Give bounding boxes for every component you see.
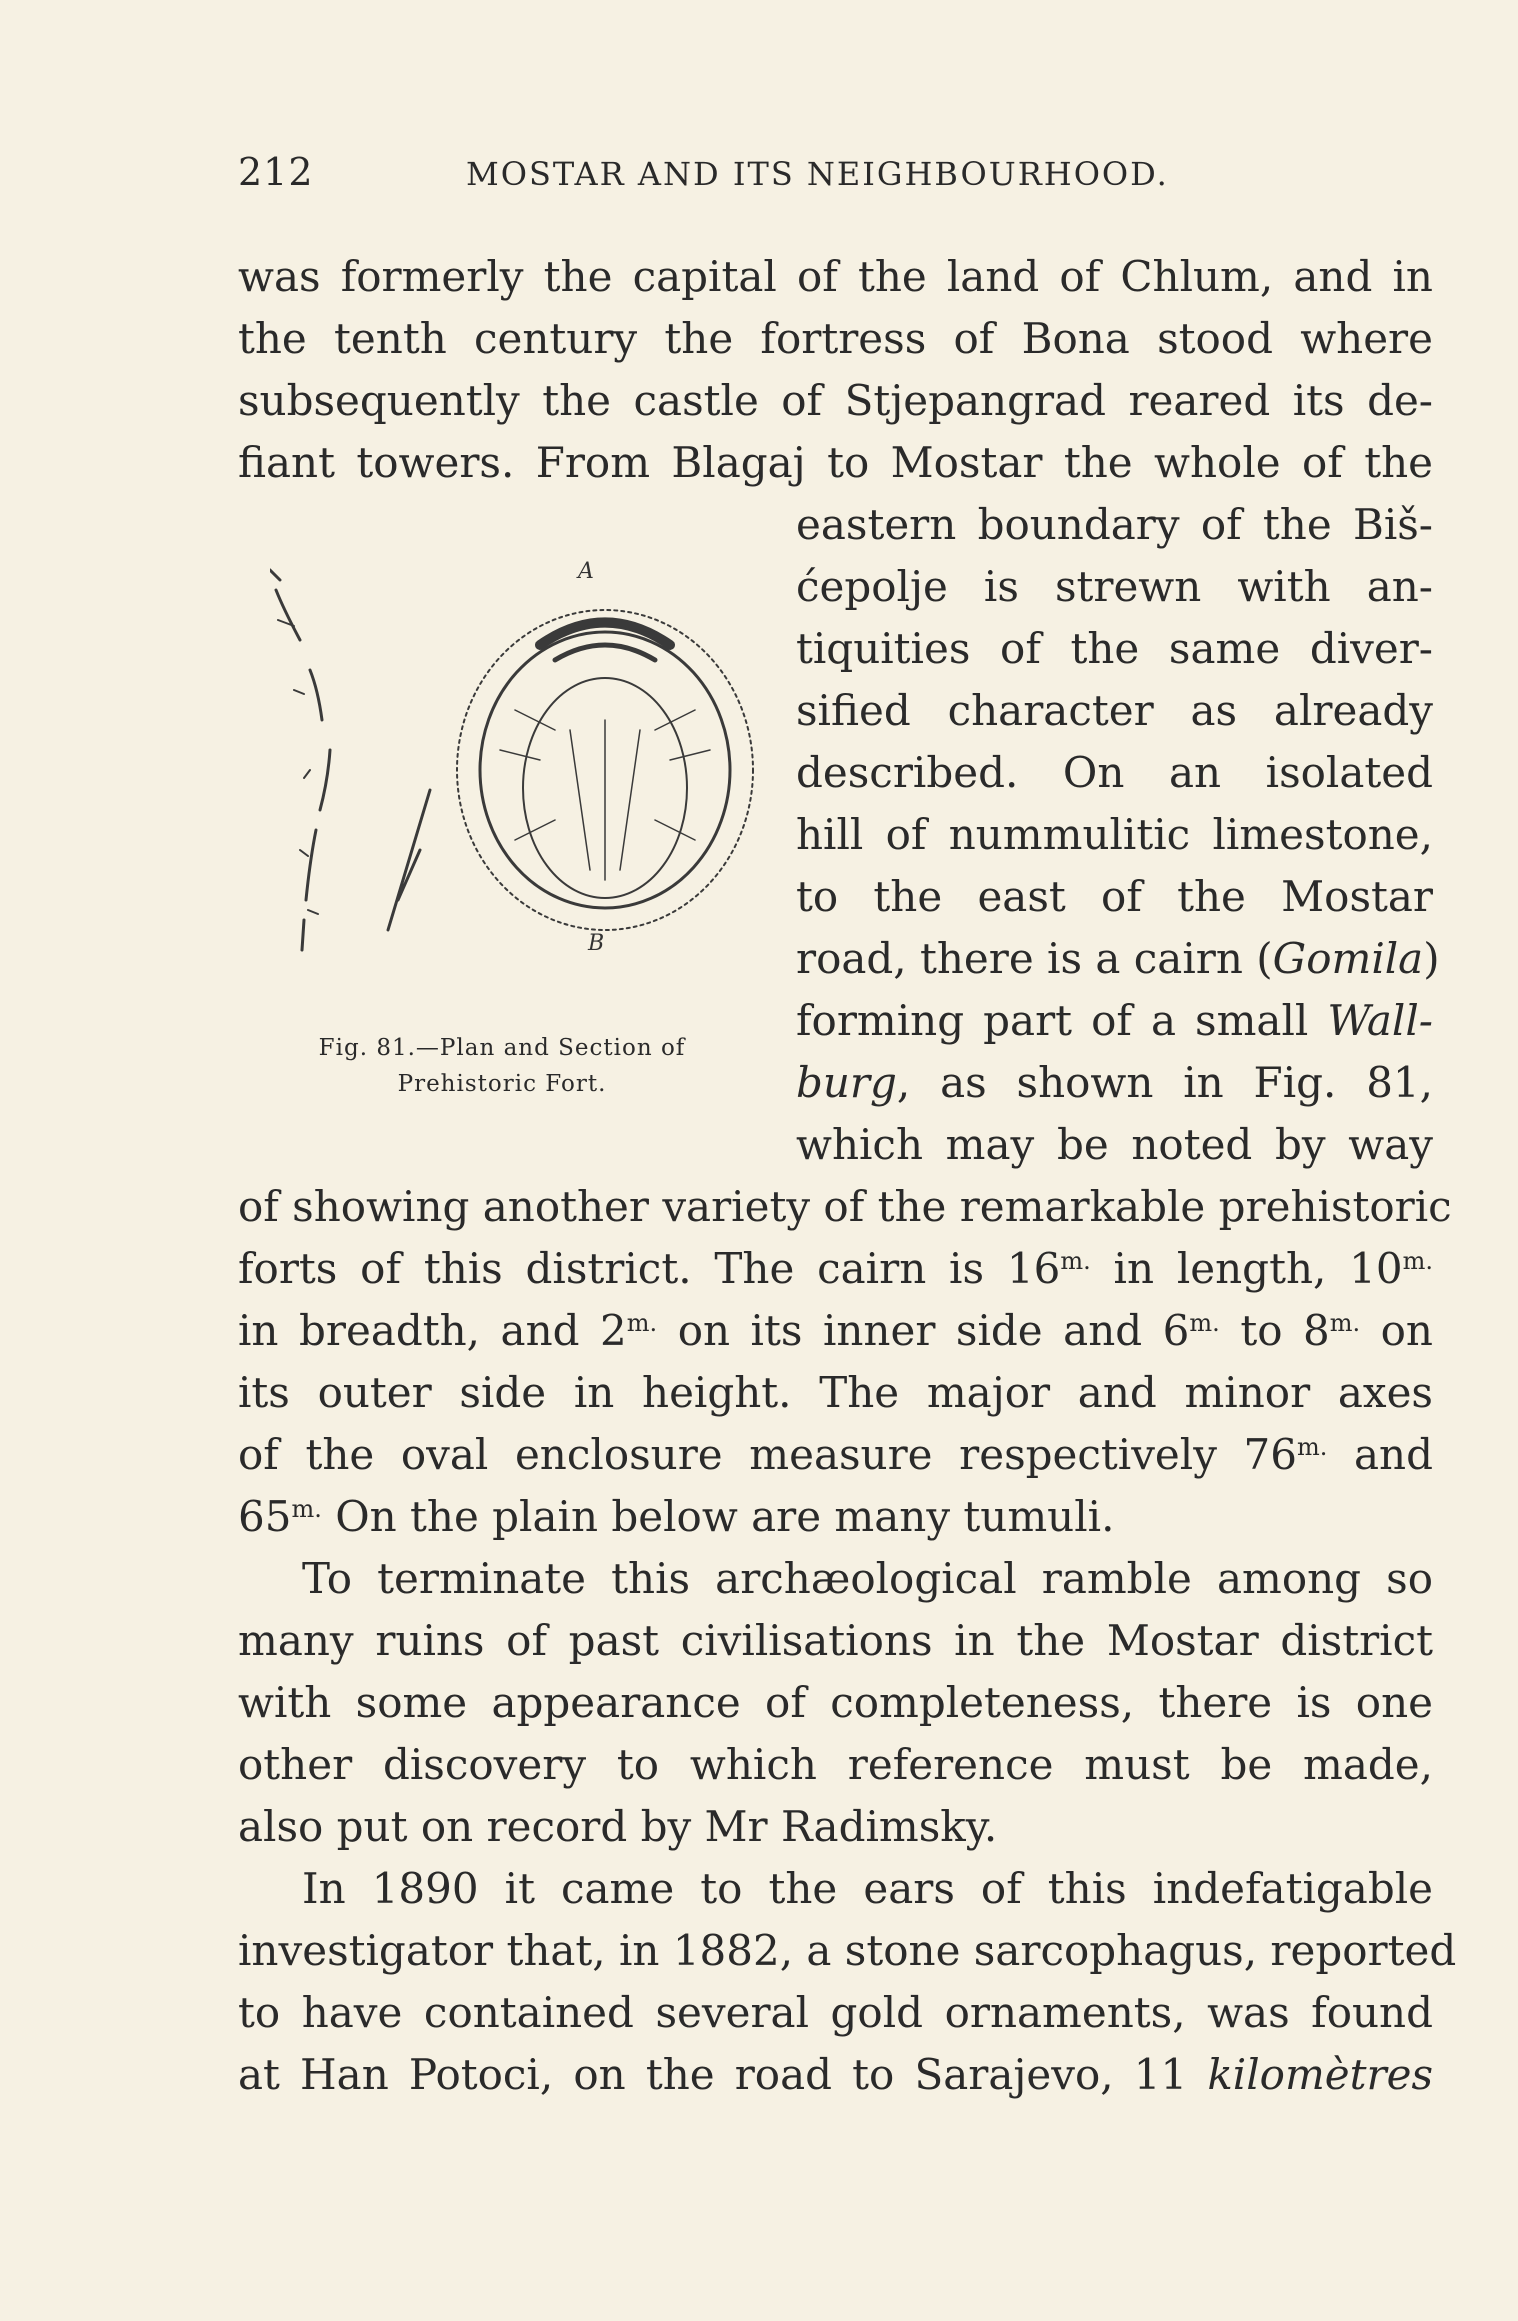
text-line: eastern boundary of the Biš-: [796, 500, 1433, 549]
text-fragment: On the plain below are many tumuli.: [321, 1492, 1115, 1541]
text-line: [796, 1052, 1433, 1114]
fort-plan-figure: [270, 550, 770, 1000]
text-fragment: road, there is a cairn (: [796, 934, 1273, 983]
page-number: 212: [238, 150, 314, 194]
text-line: fiant towers. From Blagaj to Mostar the whole of the: [238, 438, 1433, 487]
figure-label-a: A: [578, 559, 594, 584]
text-line: to have contained several gold ornaments, was found: [238, 1988, 1433, 2037]
text-line: to the east of the Mostar: [796, 872, 1433, 921]
caption-line: Fig. 81.—Plan and Section of: [318, 1035, 686, 1061]
text-fragment: 65: [238, 1492, 292, 1541]
paragraph-archaeological-ramble: [238, 1548, 1433, 1858]
text-fragment: to 8: [1219, 1306, 1330, 1355]
text-fragment: and: [1327, 1430, 1433, 1479]
text-line: which may be noted by way: [796, 1120, 1433, 1169]
text-fragment: in length, 10: [1090, 1244, 1403, 1293]
italic-term: burg: [796, 1058, 897, 1107]
text-fragment: forming part of a small: [796, 996, 1328, 1045]
side-text-column: [796, 494, 1440, 1176]
opening-paragraph: [238, 246, 1433, 494]
text-line: tiquities of the same diver-: [796, 624, 1433, 673]
figure-label-b: B: [588, 931, 605, 956]
text-line: [238, 1300, 1433, 1362]
text-fragment: in breadth, and 2: [238, 1306, 627, 1355]
unit-superscript: m.: [1297, 1433, 1328, 1461]
text-line: of showing another variety of the remarkable prehistoric: [238, 1182, 1452, 1231]
text-line: hill of nummulitic limestone,: [796, 810, 1433, 859]
text-line: To terminate this archæological ramble among so: [302, 1554, 1433, 1603]
caption-line: Prehistoric Fort.: [397, 1071, 607, 1097]
text-fragment: forts of this district. The cairn is 16: [238, 1244, 1061, 1293]
hatching-lines: [500, 710, 710, 880]
text-line: the tenth century the fortress of Bona stood where: [238, 314, 1433, 363]
figure-caption: [232, 1030, 772, 1102]
unit-superscript: m.: [1402, 1247, 1433, 1275]
unit-superscript: m.: [1060, 1247, 1091, 1275]
text-fragment: on: [1360, 1306, 1433, 1355]
text-fragment: , as shown in Fig. 81,: [896, 1058, 1433, 1107]
text-line: [238, 1486, 1433, 1548]
text-line: was formerly the capital of the land of Chlum, and in: [238, 252, 1433, 301]
text-line: investigator that, in 1882, a stone sarcophagus, reported: [238, 1926, 1457, 1975]
text-line: with some appearance of completeness, there is one: [238, 1678, 1433, 1727]
text-line: ćepolje is strewn with an-: [796, 562, 1433, 611]
section-line: [388, 790, 430, 930]
unit-superscript: m.: [291, 1495, 322, 1523]
text-line: its outer side in height. The major and minor axes: [238, 1368, 1433, 1417]
text-fragment: on its inner side and 6: [657, 1306, 1190, 1355]
fort-plan-illustration: [270, 550, 770, 1000]
text-line: sified character as already: [796, 686, 1433, 735]
italic-term: Wall-: [1327, 996, 1433, 1045]
text-line: described. On an isolated: [796, 748, 1433, 797]
text-line: [238, 1424, 1433, 1486]
text-line: subsequently the castle of Stjepangrad reared its de-: [238, 376, 1433, 425]
section-profile-line: [270, 570, 330, 950]
text-fragment: of the oval enclosure measure respectively 76: [238, 1430, 1297, 1479]
unit-superscript: m.: [1189, 1309, 1220, 1337]
text-line: other discovery to which reference must be made,: [238, 1740, 1433, 1789]
text-fragment: at Han Potoci, on the road to Sarajevo, 11: [238, 2050, 1208, 2099]
cairn-inner: [555, 645, 655, 660]
text-line: [796, 990, 1433, 1052]
text-line: [796, 928, 1440, 990]
running-title: MOSTAR AND ITS NEIGHBOURHOOD.: [466, 155, 1169, 193]
unit-superscript: m.: [626, 1309, 658, 1337]
text-line: [238, 2044, 1433, 2106]
text-line: also put on record by Mr Radimsky.: [238, 1802, 998, 1851]
section-hatching: [278, 620, 318, 914]
text-fragment: ): [1423, 934, 1440, 983]
italic-term: kilomètres: [1207, 2050, 1433, 2099]
text-line: [238, 1238, 1433, 1300]
italic-term: Gomila: [1272, 934, 1424, 983]
text-line: many ruins of past civilisations in the Mostar district: [238, 1616, 1433, 1665]
paragraph-han-potoci: [238, 1858, 1457, 2106]
unit-superscript: m.: [1329, 1309, 1361, 1337]
text-line: In 1890 it came to the ears of this indefatigable: [302, 1864, 1433, 1913]
page-header: [238, 150, 1433, 200]
continued-paragraph: [238, 1176, 1452, 1548]
